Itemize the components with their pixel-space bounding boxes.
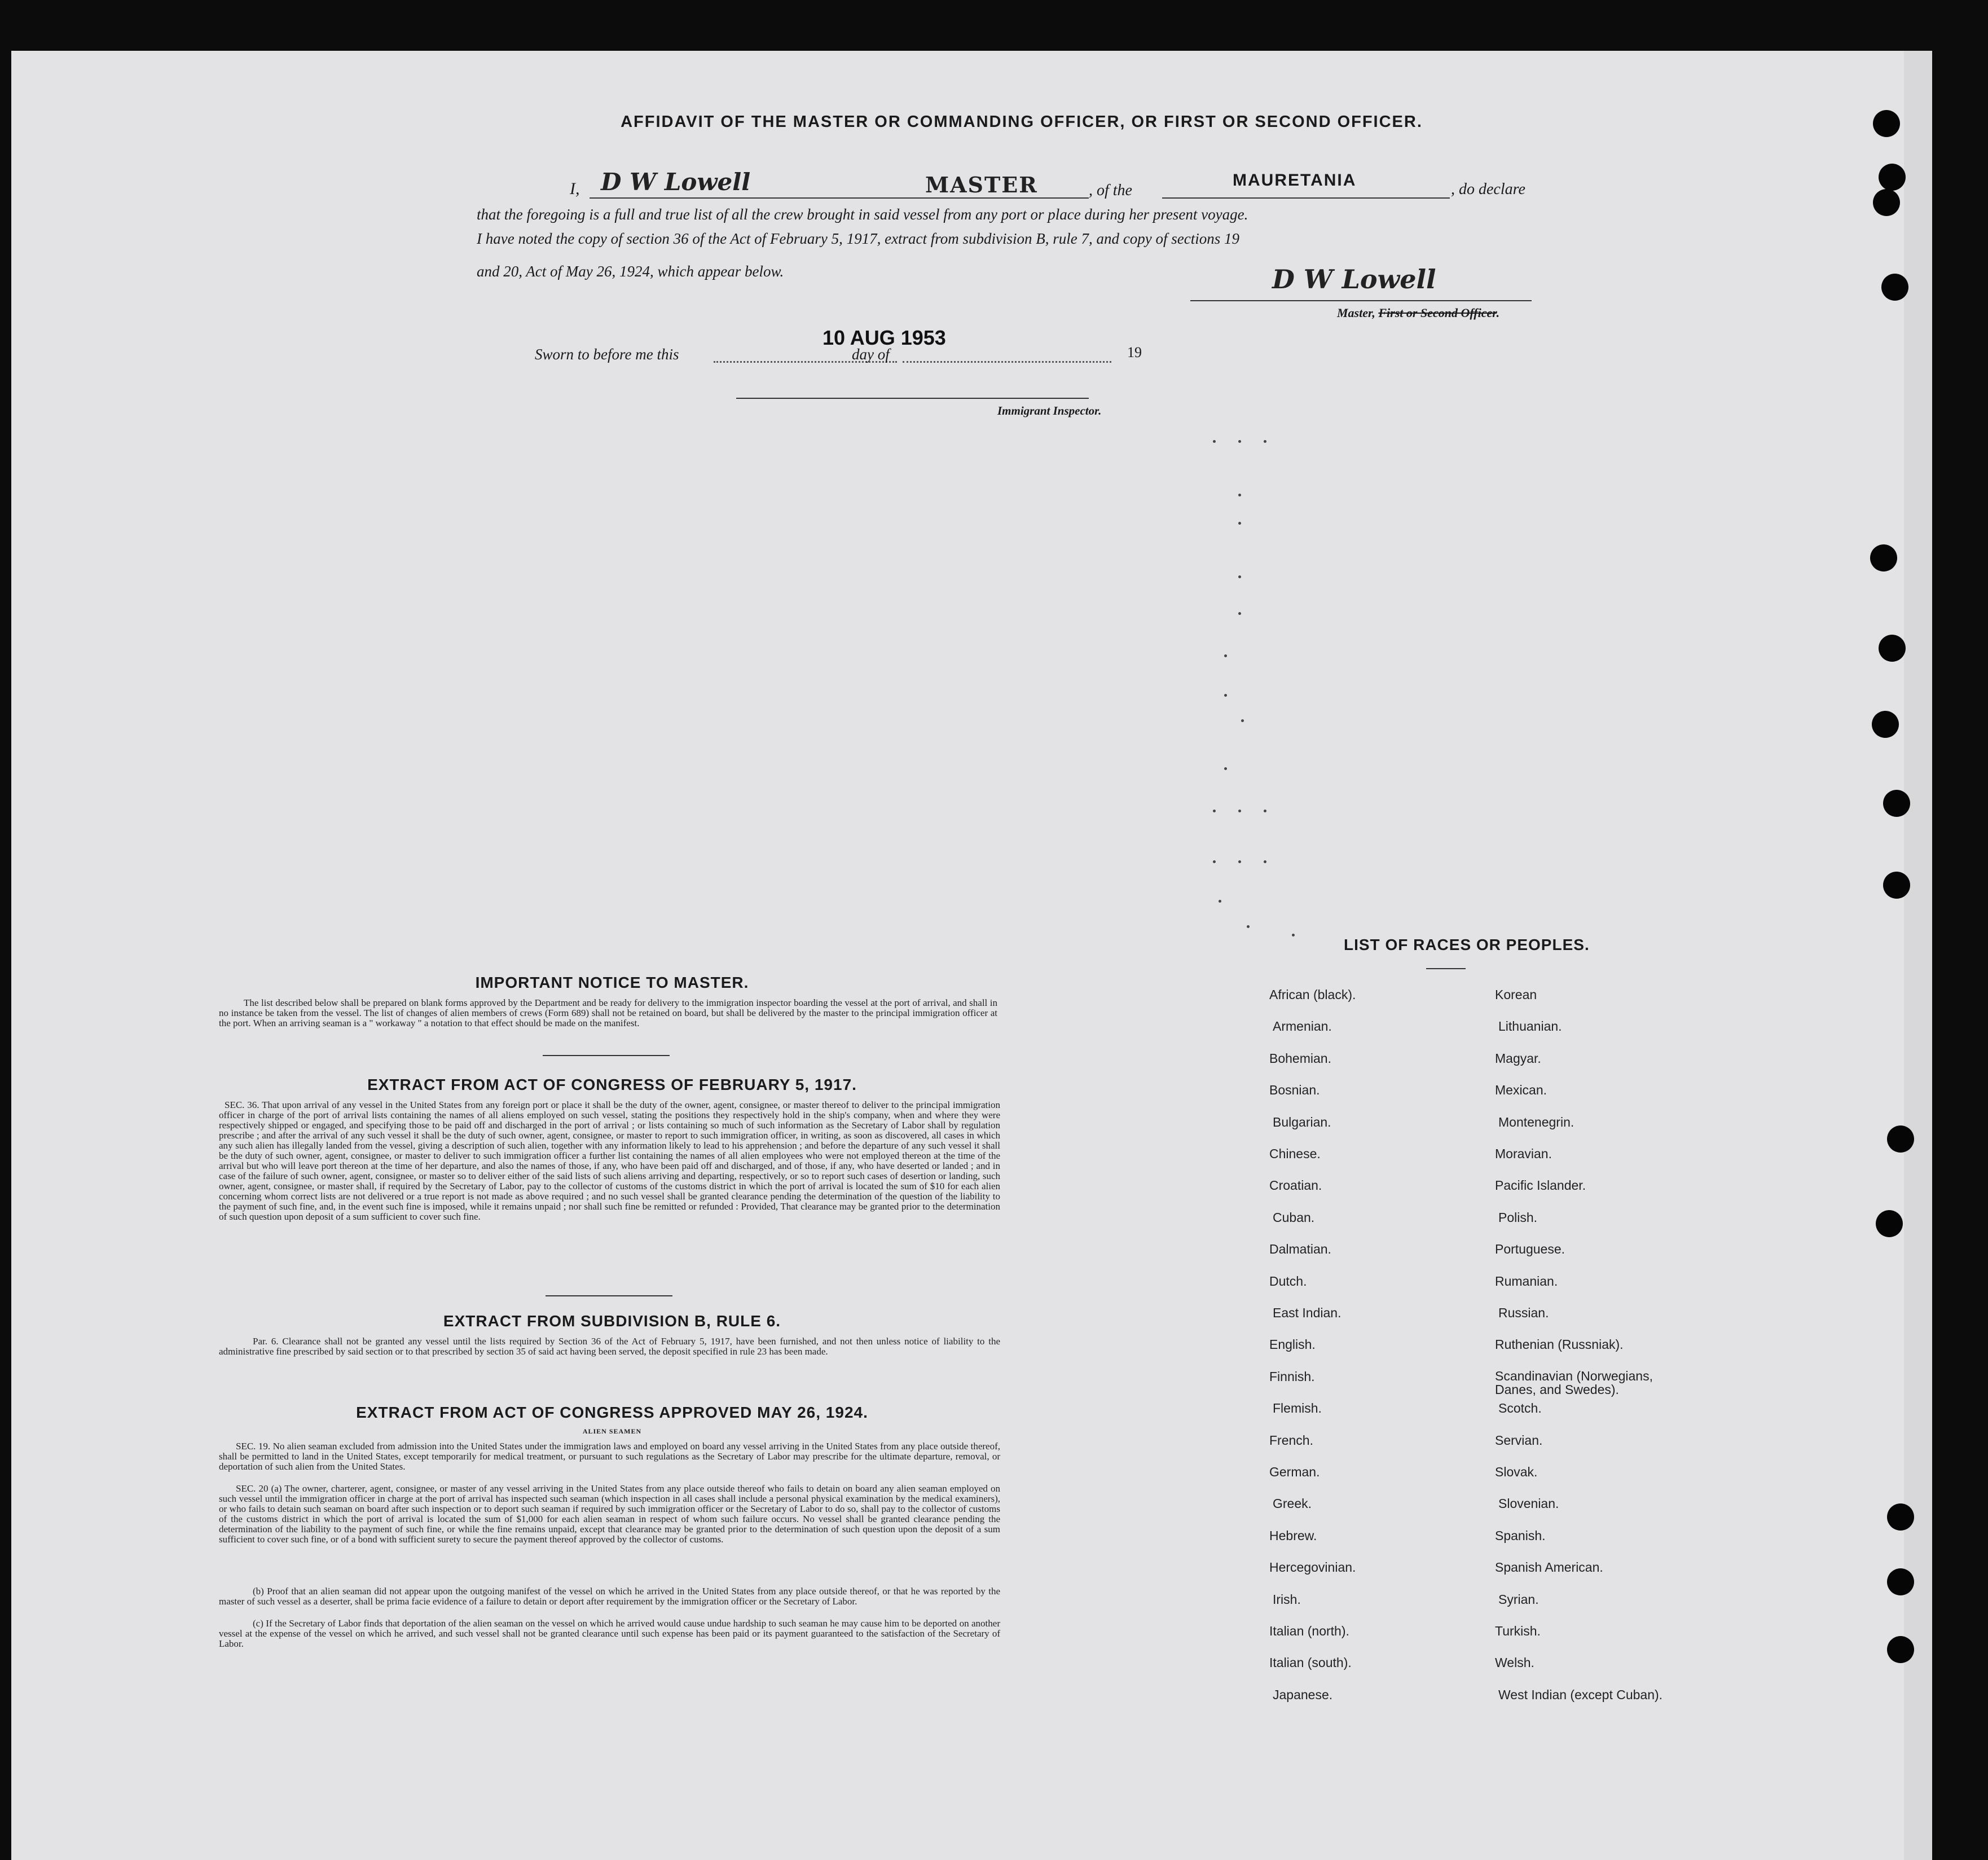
signer-name-line bbox=[590, 197, 1089, 199]
show-through-dot bbox=[1238, 810, 1241, 812]
show-through-dot bbox=[1224, 654, 1227, 657]
punch-hole bbox=[1887, 1636, 1914, 1663]
race-list-item: West Indian (except Cuban). bbox=[1498, 1687, 1663, 1702]
race-list-item: Rumanian. bbox=[1495, 1273, 1558, 1289]
race-list-item: Korean bbox=[1495, 987, 1537, 1002]
show-through-dot bbox=[1241, 719, 1244, 722]
race-list-item: Polish. bbox=[1498, 1210, 1538, 1225]
punch-hole bbox=[1873, 110, 1900, 137]
show-through-dot bbox=[1238, 612, 1241, 615]
affidavit-heading: AFFIDAVIT OF THE MASTER OR COMMANDING OFFICER, OR FIRST OR SECOND OFFICER. bbox=[621, 113, 1423, 131]
race-list-item: Cuban. bbox=[1273, 1210, 1315, 1225]
race-list-item: Magyar. bbox=[1495, 1050, 1541, 1066]
extract-1924-sec20a: SEC. 20 (a) The owner, charterer, agent, consignee, or master of any vessel arriving in the United States from any place outside thereof who fails to detain on board any alien seaman employed on such vessel until the immigration officer in charge at the port of arrival has inspected such seaman (which inspection in all cases shall include a personal physical examination by the medical examiners), or who fails to detain such seaman on board after such inspection or to deport such seaman if required by such immigration officer or the Secretary of Labor to do so, shall pay to the collector of customs of the customs district in which the port of arrival is located the sum of $1,000 for each alien seaman in respect of whom such failure occurs. No vessel shall be granted clearance pending the determination of the liability to the payment of such fine, or while the fine remains unpaid, except that clearance may be granted prior to the determination of such question upon the deposit of a sum sufficient to cover such fine, or of a bond with sufficient surety to secure the payment thereof approved by the collector of customs. bbox=[219, 1483, 1000, 1545]
extract-1924-sec19: SEC. 19. No alien seaman excluded from admission into the United States under the immigration laws and employed on board any vessel arriving in the United States from any place outside thereof, shall be permitted to land in the United States, except temporarily for medical treatment, or pursuant to such regulations as the Secretary of Labor may prescribe for the ultimate departure, removal, or deportation of such alien from the United States. bbox=[219, 1441, 1000, 1472]
show-through-dot bbox=[1238, 522, 1241, 525]
race-list-item: Flemish. bbox=[1273, 1401, 1322, 1416]
race-list-item: Scandinavian (Norwegians, Danes, and Swedes). bbox=[1495, 1368, 1653, 1397]
punch-hole bbox=[1887, 1568, 1914, 1595]
day-of-label: day of bbox=[852, 346, 890, 363]
race-list-item: African (black). bbox=[1269, 987, 1356, 1002]
show-through-dot bbox=[1213, 810, 1216, 812]
race-list-item: Bulgarian. bbox=[1273, 1114, 1331, 1129]
signature-title-prefix: Master, bbox=[1337, 306, 1379, 320]
races-heading: LIST OF RACES OR PEOPLES. bbox=[1344, 936, 1590, 953]
race-list-item: Hebrew. bbox=[1269, 1528, 1317, 1543]
inspector-signature-line bbox=[736, 398, 1089, 399]
race-list-item: Armenian. bbox=[1273, 1019, 1332, 1034]
inspector-label: Immigrant Inspector. bbox=[997, 404, 1102, 417]
race-list-item: Slovenian. bbox=[1498, 1496, 1559, 1511]
do-declare-label: , do declare bbox=[1451, 181, 1525, 198]
race-list-item: Finnish. bbox=[1269, 1369, 1315, 1384]
race-list-item: Mexican. bbox=[1495, 1083, 1547, 1098]
affidavit-statement-line-4: and 20, Act of May 26, 1924, which appear below. bbox=[477, 263, 784, 280]
notice-text: The list described below shall be prepared on blank forms approved by the Department and be ready for delivery to the immigration inspector boarding the vessel at the port of arrival, and shall in no instance be taken from the vessel. The list of changes of alien members of crews (Form 689) shall not be retained on board, but shall be delivered by the master to the principal immigration officer at the port. When an arriving seaman is a " workaway " a notation to that effect should be made on the manifest. bbox=[219, 997, 997, 1028]
master-signature: D W Lowell bbox=[1272, 264, 1436, 294]
race-list-item: Chinese. bbox=[1269, 1146, 1321, 1161]
punch-hole bbox=[1872, 711, 1899, 738]
show-through-dot bbox=[1224, 694, 1227, 697]
signature-title-suffix: . bbox=[1496, 306, 1500, 320]
race-list-item: Montenegrin. bbox=[1498, 1114, 1574, 1129]
race-list-item: Russian. bbox=[1498, 1305, 1549, 1320]
punch-hole bbox=[1873, 189, 1900, 216]
show-through-dot bbox=[1238, 860, 1241, 863]
show-through-dot bbox=[1247, 925, 1250, 928]
punch-hole bbox=[1881, 274, 1908, 301]
master-signature-title bbox=[1337, 306, 1499, 320]
race-list-item: Irish. bbox=[1273, 1591, 1301, 1607]
year-label: 19 bbox=[1127, 344, 1142, 360]
sworn-month-line bbox=[903, 361, 1111, 363]
show-through-dot bbox=[1219, 900, 1221, 903]
extract-1917-heading: EXTRACT FROM ACT OF CONGRESS OF FEBRUARY 5, 1917. bbox=[367, 1076, 857, 1093]
extract-1917-divider bbox=[546, 1295, 672, 1296]
race-list-item: Welsh. bbox=[1495, 1655, 1534, 1670]
race-list-item: Bohemian. bbox=[1269, 1050, 1331, 1066]
extract-rule6-text: Par. 6. Clearance shall not be granted any vessel until the lists required by Section 36 of the Act of February 5, 1917, have been furnished, and not then unless notice of liability to the administrative fine prescribed by said section or to that prescribed by section 35 of said act having been served, the deposit specified in rule 23 has been made. bbox=[219, 1336, 1000, 1357]
notice-heading: IMPORTANT NOTICE TO MASTER. bbox=[475, 974, 749, 991]
race-list-item: Moravian. bbox=[1495, 1146, 1552, 1161]
extract-1924-heading: EXTRACT FROM ACT OF CONGRESS APPROVED MAY 26, 1924. bbox=[356, 1404, 868, 1421]
affidavit-i-label: I, bbox=[570, 179, 580, 198]
extract-1924-sec20b: (b) Proof that an alien seaman did not appear upon the outgoing manifest of the vessel on which he arrived in the United States from any place outside thereof, or that he was reported by the master of such vessel as a deserter, shall be prima facie evidence of a failure to detain or deport after requirement by the immigration officer or the Secretary of Labor. bbox=[219, 1586, 1000, 1607]
race-list-item: Spanish American. bbox=[1495, 1560, 1603, 1575]
race-list-item: Dalmatian. bbox=[1269, 1242, 1331, 1257]
date-stamp: 10 AUG 1953 bbox=[823, 326, 946, 349]
race-list-item: Greek. bbox=[1273, 1496, 1312, 1511]
race-list-item: Turkish. bbox=[1495, 1624, 1541, 1638]
races-heading-divider bbox=[1426, 968, 1466, 969]
race-list-item: Pacific Islander. bbox=[1495, 1178, 1586, 1193]
signer-rank-handwritten: MASTER bbox=[925, 172, 1038, 197]
race-list-item: Italian (south). bbox=[1269, 1655, 1352, 1670]
punch-hole bbox=[1876, 1210, 1903, 1237]
signer-name-handwritten: D W Lowell bbox=[601, 168, 751, 196]
master-signature-line bbox=[1190, 300, 1532, 301]
race-list-item: Italian (north). bbox=[1269, 1624, 1349, 1638]
race-list-item: English. bbox=[1269, 1337, 1316, 1352]
race-list-item: Servian. bbox=[1495, 1432, 1543, 1448]
show-through-dot bbox=[1238, 494, 1241, 496]
race-list-item: German. bbox=[1269, 1465, 1320, 1479]
extract-1917-text: SEC. 36. That upon arrival of any vessel in the United States from any foreign port or place it shall be the duty of the owner, agent, consignee, or master thereof to deliver to the principal immigration officer in charge of the port of arrival lists containing the names of all aliens employed on such vessel, stating the positions they respectively hold in the ship's company, when and where they were respectively shipped or engaged, and specifying those to be paid off and discharged in the port of arrival ; or lists containing so much of such information as the Secretary of Labor shall by regulation prescribe ; and after the arrival of any such vessel it shall be the duty of such owner, agent, consignee, or master to report to such immigration officer, in writing, as soon as discovered, all cases in which any such alien has illegally landed from the vessel, giving a description of such alien, together with any information likely to lead to his apprehension ; and before the departure of any such vessel it shall be the duty of such owner, agent, consignee, or master to deliver to such immigration officer a further list containing the names of all alien employees who were not employed thereon at the time of the arrival but who will leave port thereon at the time of her departure, and also the names of those, if any, who have been paid off and discharged, and of those, if any, who have deserted or landed ; and in case of the failure of such owner, agent, consignee, or master so to deliver either of the said lists of such aliens arriving and departing, respectively, or so to report such cases of desertion or landing, such owner, agent, consignee, or master shall, if required by the Secretary of Labor, pay to the collector of customs of the customs district in which the port of arrival is located the sum of $10 for each alien concerning whom correct lists are not delivered or a true report is not made as above required ; and no such vessel shall be granted clearance pending the determination of the question of the liability to the payment of such fine, and, in the event such fine is imposed, while it remains unpaid ; nor shall such fine be remitted or refunded : Provided, That clearance may be granted prior to the determination of such question upon deposit of a sum sufficient to cover such fine. bbox=[219, 1100, 1000, 1222]
race-list-item: Dutch. bbox=[1269, 1273, 1307, 1289]
race-list-item: French. bbox=[1269, 1432, 1313, 1448]
show-through-dot bbox=[1264, 860, 1266, 863]
race-list-item: Ruthenian (Russniak). bbox=[1495, 1337, 1624, 1352]
show-through-dot bbox=[1213, 860, 1216, 863]
vessel-name-line bbox=[1162, 197, 1450, 199]
notice-divider bbox=[543, 1055, 670, 1056]
show-through-dot bbox=[1213, 440, 1216, 443]
race-list-item: Slovak. bbox=[1495, 1465, 1538, 1479]
show-through-dot bbox=[1264, 440, 1266, 443]
extract-rule6-heading: EXTRACT FROM SUBDIVISION B, RULE 6. bbox=[443, 1312, 781, 1330]
race-list-item: Portuguese. bbox=[1495, 1242, 1565, 1257]
vessel-name: MAURETANIA bbox=[1233, 171, 1357, 190]
punch-hole bbox=[1887, 1503, 1914, 1531]
race-list-item: Syrian. bbox=[1498, 1591, 1539, 1607]
punch-hole bbox=[1870, 544, 1897, 571]
extract-1924-subheading: ALIEN SEAMEN bbox=[582, 1427, 642, 1435]
race-list-item: East Indian. bbox=[1273, 1305, 1342, 1320]
signature-title-struck: First or Second Officer bbox=[1378, 306, 1497, 320]
punch-hole bbox=[1883, 872, 1910, 899]
punch-hole bbox=[1879, 164, 1906, 191]
affidavit-statement-line-2: that the foregoing is a full and true list of all the crew brought in said vessel from any port or place during her present voyage. bbox=[477, 206, 1248, 223]
punch-hole bbox=[1887, 1125, 1914, 1153]
show-through-dot bbox=[1224, 767, 1227, 770]
show-through-dot bbox=[1238, 575, 1241, 578]
race-list-item: Japanese. bbox=[1273, 1687, 1333, 1702]
sworn-label: Sworn to before me this bbox=[535, 346, 679, 363]
race-list-item: Hercegovinian. bbox=[1269, 1560, 1356, 1575]
show-through-dot bbox=[1264, 810, 1266, 812]
show-through-dot bbox=[1238, 440, 1241, 443]
punch-hole bbox=[1883, 790, 1910, 817]
race-list-item: Croatian. bbox=[1269, 1178, 1322, 1193]
punch-hole bbox=[1879, 635, 1906, 662]
extract-1924-sec20c: (c) If the Secretary of Labor finds that deportation of the alien seaman on the vessel on which he arrived would cause undue hardship to such seaman he may cause him to be deported on another vessel at the expense of the vessel on which he arrived, and such vessel shall not be granted clearance until such expense has been paid or its payment guaranteed to the satisfaction of the Secretary of Labor. bbox=[219, 1618, 1000, 1649]
race-list-item: Scotch. bbox=[1498, 1401, 1542, 1416]
affidavit-statement-line-3: I have noted the copy of section 36 of the Act of February 5, 1917, extract from subdivision B, rule 7, and copy of sections 19 bbox=[477, 230, 1239, 247]
of-the-label: , of the bbox=[1089, 182, 1132, 199]
race-list-item: Bosnian. bbox=[1269, 1083, 1320, 1098]
race-list-item: Lithuanian. bbox=[1498, 1019, 1562, 1034]
show-through-dot bbox=[1292, 934, 1295, 936]
race-list-item: Spanish. bbox=[1495, 1528, 1546, 1543]
